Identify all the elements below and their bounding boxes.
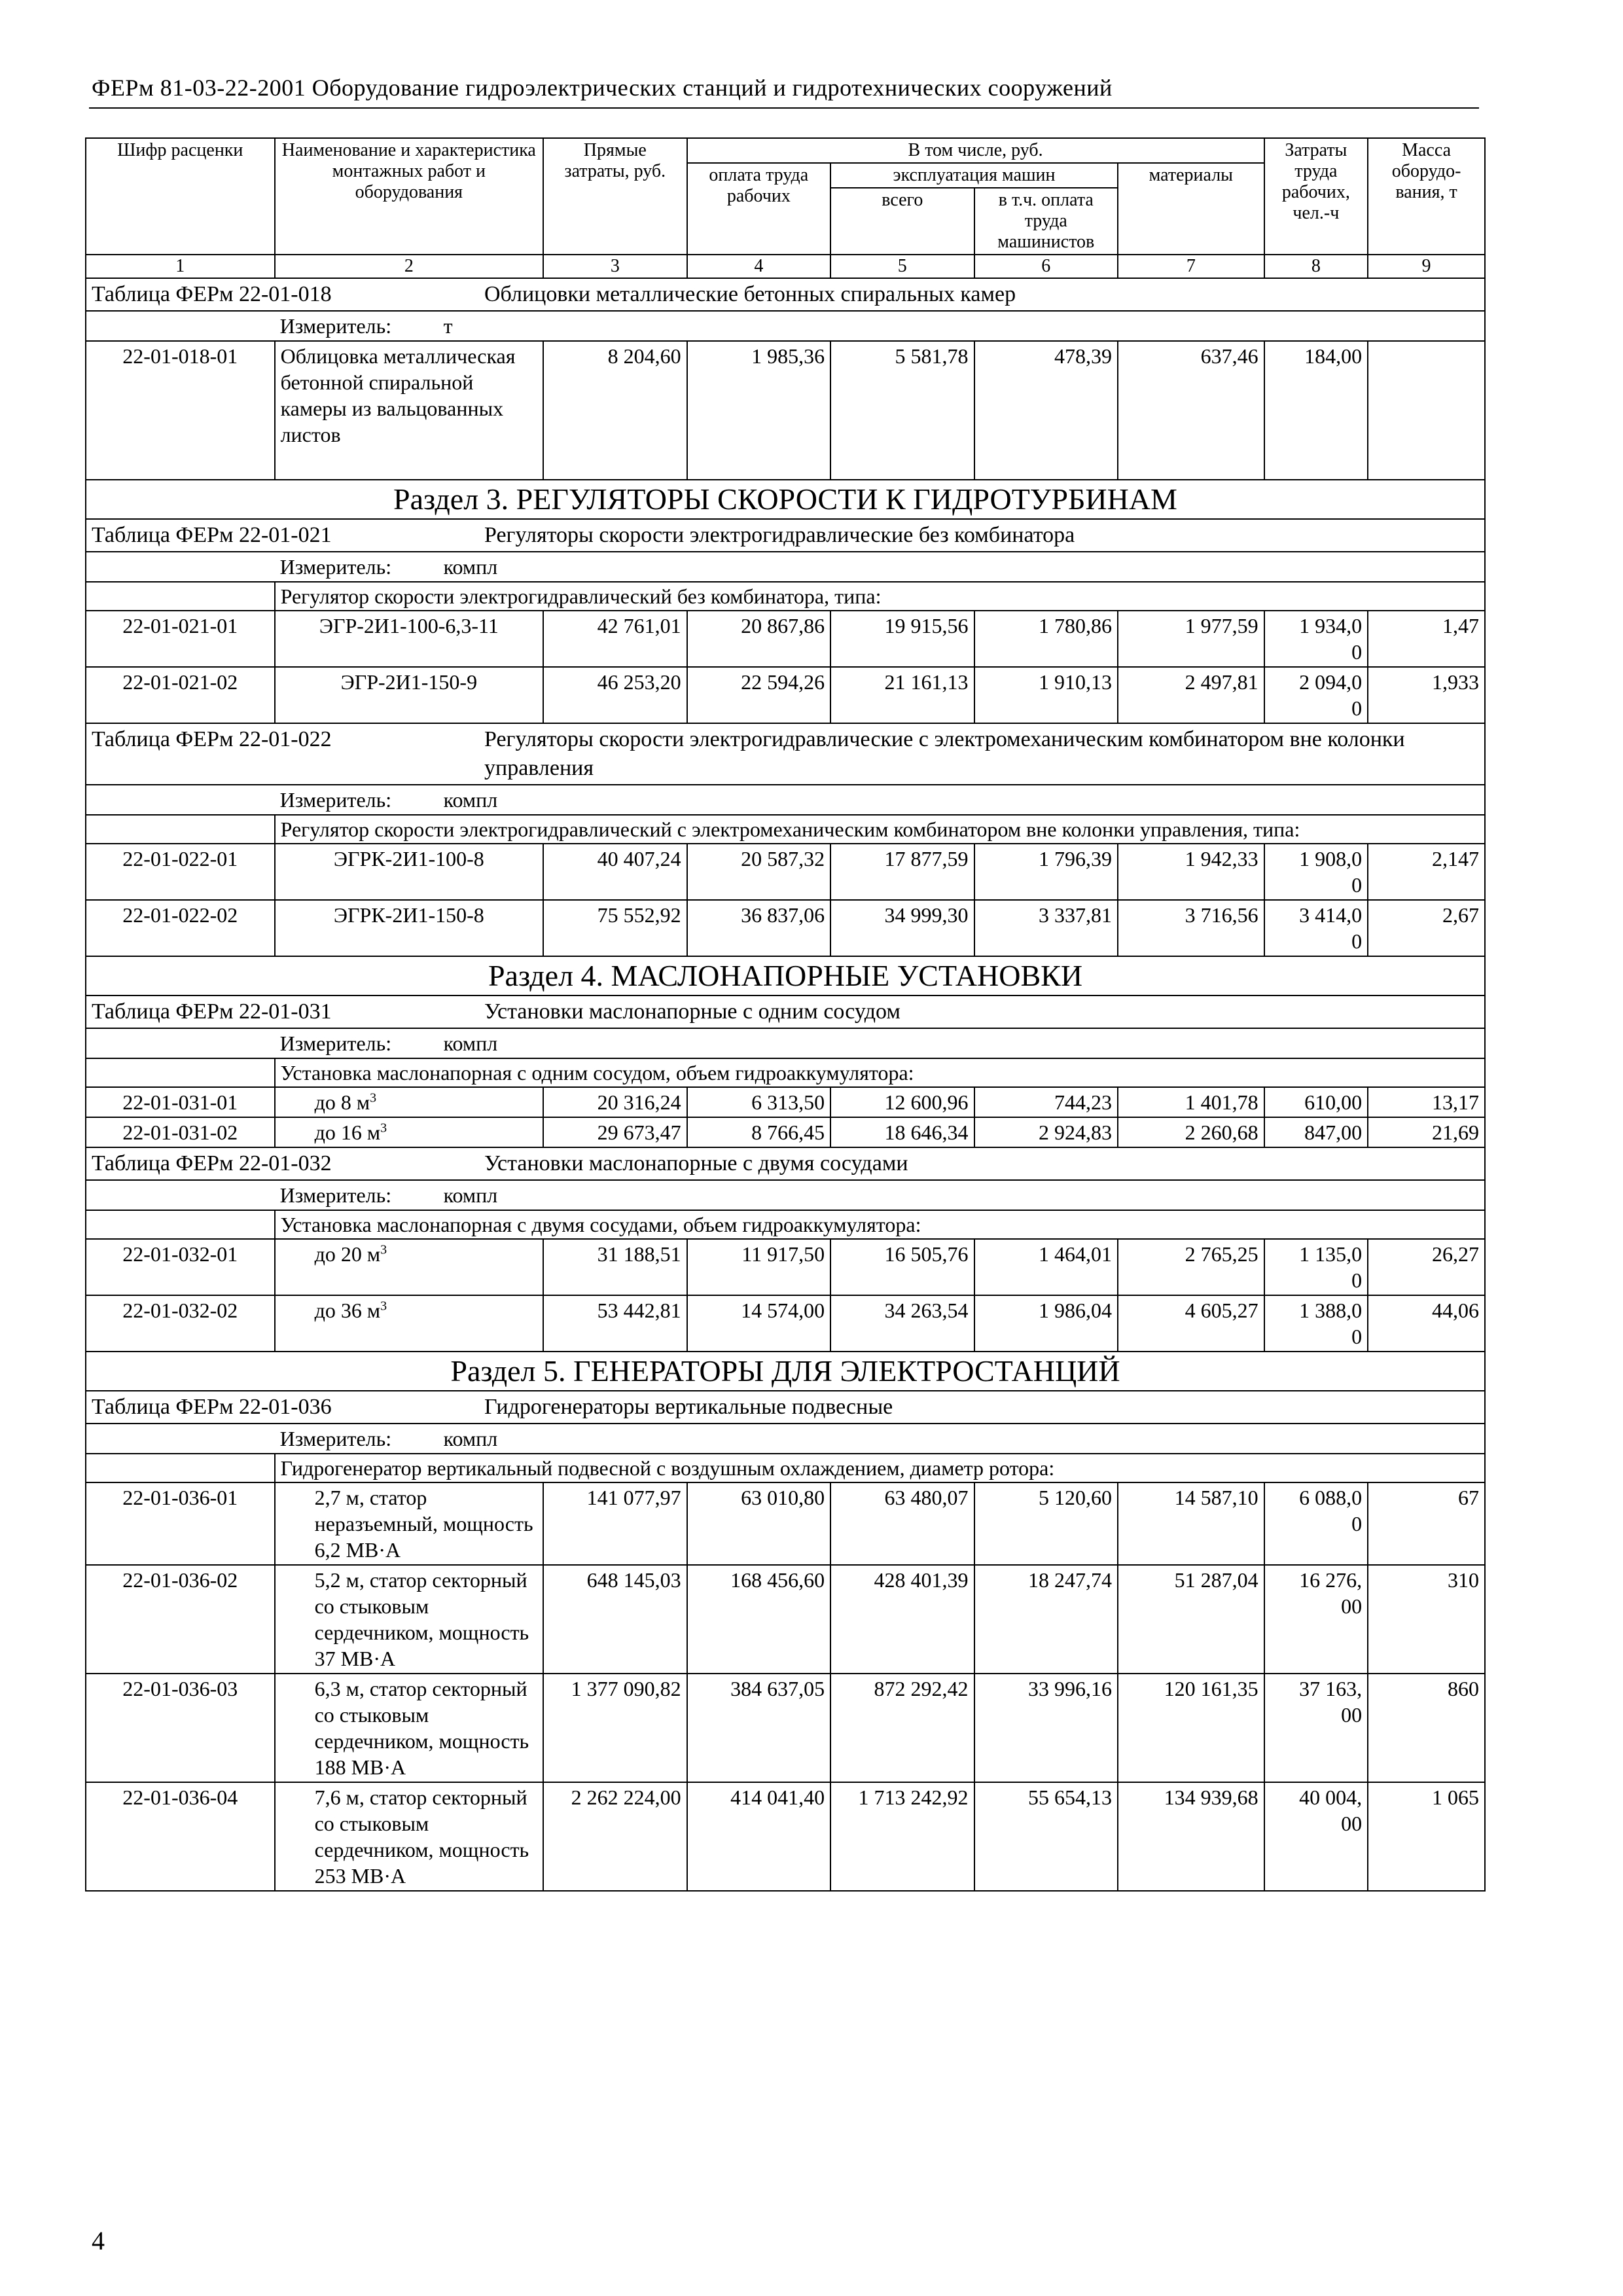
col-header-labor: Затраты труда рабочих, чел.-ч: [1264, 138, 1368, 255]
table-row: [86, 1087, 1485, 1117]
rate-code: 22-01-021-01: [86, 611, 275, 667]
measure-label: Измеритель:: [279, 788, 392, 812]
machines-total: 872 292,42: [830, 1674, 974, 1782]
machinists-wages: 5 120,60: [974, 1482, 1118, 1565]
mass: 2,147: [1368, 844, 1485, 900]
table-header-row-1: [86, 138, 1485, 163]
measure-label: Измеритель:: [279, 1183, 392, 1207]
table-title: Регуляторы скорости электрогидравлические с электромеханическим комбинатором вне колонки управления: [484, 727, 1405, 780]
rate-name: Облицовка металлическая бетонной спиральной камеры из вальцованных листов: [275, 341, 544, 480]
labor-hours: 184,00: [1264, 341, 1368, 480]
table-row: [86, 341, 1485, 480]
measure-row: [86, 1424, 1485, 1454]
cubic-superscript: 3: [380, 1299, 387, 1314]
labor-hours: [1264, 1239, 1368, 1295]
wages: 11 917,50: [687, 1239, 830, 1295]
rate-name: [275, 1117, 544, 1147]
labor-hours-line-2: 0: [1351, 1268, 1363, 1292]
machinists-wages: 744,23: [974, 1087, 1118, 1117]
measure-unit: компл: [443, 1183, 498, 1207]
table-title-row: [86, 519, 1485, 552]
labor-hours: 610,00: [1264, 1087, 1368, 1117]
col-header-code: Шифр расценки: [86, 138, 275, 255]
materials: 1 977,59: [1118, 611, 1264, 667]
direct-costs: 31 188,51: [543, 1239, 687, 1295]
col-header-direct-costs: Прямые затраты, руб.: [543, 138, 687, 255]
rate-code: 22-01-031-01: [86, 1087, 275, 1117]
machinists-wages: 1 796,39: [974, 844, 1118, 900]
machines-total: 21 161,13: [830, 667, 974, 723]
direct-costs: 2 262 224,00: [543, 1782, 687, 1891]
rate-name: ЭГРК-2И1-100-8: [275, 844, 544, 900]
table-row: [86, 900, 1485, 956]
col-number: 9: [1368, 255, 1485, 278]
machinists-wages: 478,39: [974, 341, 1118, 480]
materials: 1 942,33: [1118, 844, 1264, 900]
measure-label: Измеритель:: [279, 555, 392, 579]
section-title: Раздел 3. РЕГУЛЯТОРЫ СКОРОСТИ К ГИДРОТУРБИНАМ: [86, 480, 1485, 519]
measure-unit: компл: [443, 1031, 498, 1055]
labor-hours-line-2: 0: [1351, 640, 1363, 664]
rate-code: 22-01-021-02: [86, 667, 275, 723]
rate-name: ЭГР-2И1-150-9: [275, 667, 544, 723]
measure-row: [86, 552, 1485, 582]
col-header-including: В том числе, руб.: [687, 138, 1264, 163]
labor-hours-line-2: 00: [1341, 1594, 1363, 1618]
machines-total: 17 877,59: [830, 844, 974, 900]
machinists-wages: 55 654,13: [974, 1782, 1118, 1891]
table-row: [86, 844, 1485, 900]
table-title-row: [86, 278, 1485, 311]
machinists-wages: 3 337,81: [974, 900, 1118, 956]
page-number: 4: [92, 2226, 105, 2255]
mass: 26,27: [1368, 1239, 1485, 1295]
col-header-name: Наименование и характеристика монтажных работ и оборудования: [275, 138, 544, 255]
materials: 2 765,25: [1118, 1239, 1264, 1295]
labor-hours-line-1: 3 414,0: [1299, 903, 1363, 927]
page-header-title: ФЕРм 81-03-22-2001 Оборудование гидроэлектрических станций и гидротехнических сооружений: [92, 75, 1113, 101]
materials: 134 939,68: [1118, 1782, 1264, 1891]
rate-name: ЭГР-2И1-100-6,3-11: [275, 611, 544, 667]
machines-total: 34 263,54: [830, 1295, 974, 1352]
machines-total: 5 581,78: [830, 341, 974, 480]
table-row: [86, 1117, 1485, 1147]
labor-hours: [1264, 844, 1368, 900]
mass: 2,67: [1368, 900, 1485, 956]
table-row: [86, 611, 1485, 667]
measure-unit: компл: [443, 1427, 498, 1450]
labor-hours-line-1: 2 094,0: [1299, 670, 1363, 694]
mass: [1368, 341, 1485, 480]
measure-row: [86, 1028, 1485, 1058]
group-description: Установка маслонапорная с одним сосудом, объем гидроаккумулятора:: [275, 1058, 1485, 1087]
direct-costs: 648 145,03: [543, 1565, 687, 1674]
col-number: 5: [830, 255, 974, 278]
machinists-wages: 1 780,86: [974, 611, 1118, 667]
labor-hours-line-2: 0: [1351, 873, 1363, 897]
table-row: [86, 1295, 1485, 1352]
col-header-mass: Масса оборудо-вания, т: [1368, 138, 1485, 255]
table-code: Таблица ФЕРм 22-01-031: [92, 999, 332, 1024]
labor-hours-line-1: 40 004,: [1299, 1785, 1363, 1809]
rate-name-text: до 16 м: [314, 1121, 381, 1144]
col-number: 8: [1264, 255, 1368, 278]
measure-unit: т: [443, 314, 453, 338]
rate-name: [275, 1239, 544, 1295]
table-title: Гидрогенераторы вертикальные подвесные: [484, 1395, 893, 1419]
mass: 1 065: [1368, 1782, 1485, 1891]
rates-table: [85, 137, 1486, 1892]
machinists-wages: 2 924,83: [974, 1117, 1118, 1147]
rate-name: 7,6 м, статор секторный со стыковым сердечником, мощность 253 МВ·А: [275, 1782, 544, 1891]
machines-total: 34 999,30: [830, 900, 974, 956]
section-title: Раздел 5. ГЕНЕРАТОРЫ ДЛЯ ЭЛЕКТРОСТАНЦИЙ: [86, 1352, 1485, 1391]
machines-total: 18 646,34: [830, 1117, 974, 1147]
direct-costs: 75 552,92: [543, 900, 687, 956]
rate-code: 22-01-036-04: [86, 1782, 275, 1891]
wages: 36 837,06: [687, 900, 830, 956]
measure-unit: компл: [443, 788, 498, 812]
rate-code: 22-01-031-02: [86, 1117, 275, 1147]
column-numbers-row: [86, 255, 1485, 278]
machines-total: 16 505,76: [830, 1239, 974, 1295]
labor-hours-line-1: 1 388,0: [1299, 1299, 1363, 1322]
direct-costs: 20 316,24: [543, 1087, 687, 1117]
wages: 168 456,60: [687, 1565, 830, 1674]
labor-hours: [1264, 900, 1368, 956]
labor-hours-line-1: 1 135,0: [1299, 1242, 1363, 1266]
materials: 51 287,04: [1118, 1565, 1264, 1674]
measure-unit: компл: [443, 555, 498, 579]
direct-costs: 46 253,20: [543, 667, 687, 723]
measure-label: Измеритель:: [279, 1427, 392, 1450]
labor-hours: [1264, 611, 1368, 667]
col-number: 6: [974, 255, 1118, 278]
cubic-superscript: 3: [370, 1090, 377, 1105]
description-row: [86, 1058, 1485, 1087]
direct-costs: 8 204,60: [543, 341, 687, 480]
col-header-machines-total: всего: [830, 188, 974, 255]
mass: 860: [1368, 1674, 1485, 1782]
wages: 1 985,36: [687, 341, 830, 480]
labor-hours: 847,00: [1264, 1117, 1368, 1147]
cubic-superscript: 3: [380, 1242, 387, 1257]
machinists-wages: 1 986,04: [974, 1295, 1118, 1352]
rate-code: 22-01-022-02: [86, 900, 275, 956]
table-title-row: [86, 723, 1485, 785]
table-title-row: [86, 1391, 1485, 1424]
table-title: Установки маслонапорные с двумя сосудами: [484, 1151, 908, 1175]
labor-hours: [1264, 1295, 1368, 1352]
table-code: Таблица ФЕРм 22-01-032: [92, 1151, 332, 1175]
col-number: 3: [543, 255, 687, 278]
wages: 8 766,45: [687, 1117, 830, 1147]
materials: 1 401,78: [1118, 1087, 1264, 1117]
rate-name: 5,2 м, статор секторный со стыковым сердечником, мощность 37 МВ·А: [275, 1565, 544, 1674]
labor-hours: [1264, 1482, 1368, 1565]
description-row: [86, 1454, 1485, 1482]
rate-name: 2,7 м, статор неразъемный, мощность 6,2 МВ·А: [275, 1482, 544, 1565]
direct-costs: 29 673,47: [543, 1117, 687, 1147]
direct-costs: 141 077,97: [543, 1482, 687, 1565]
labor-hours: [1264, 1565, 1368, 1674]
group-description: Установка маслонапорная с двумя сосудами, объем гидроаккумулятора:: [275, 1210, 1485, 1239]
mass: 21,69: [1368, 1117, 1485, 1147]
mass: 13,17: [1368, 1087, 1485, 1117]
col-header-wages: оплата труда рабочих: [687, 163, 830, 255]
table-title-row: [86, 1147, 1485, 1180]
wages: 63 010,80: [687, 1482, 830, 1565]
labor-hours-line-2: 00: [1341, 1812, 1363, 1835]
direct-costs: 1 377 090,82: [543, 1674, 687, 1782]
col-header-materials: материалы: [1118, 163, 1264, 255]
header-rule: [89, 107, 1479, 109]
rate-name-text: до 20 м: [314, 1242, 381, 1266]
rate-name: [275, 1087, 544, 1117]
rate-name: ЭГРК-2И1-150-8: [275, 900, 544, 956]
labor-hours-line-1: 6 088,0: [1299, 1486, 1363, 1509]
mass: 44,06: [1368, 1295, 1485, 1352]
materials: 4 605,27: [1118, 1295, 1264, 1352]
direct-costs: 53 442,81: [543, 1295, 687, 1352]
table-title-row: [86, 996, 1485, 1028]
wages: 414 041,40: [687, 1782, 830, 1891]
machinists-wages: 1 464,01: [974, 1239, 1118, 1295]
labor-hours-line-2: 0: [1351, 1325, 1363, 1348]
rate-code: 22-01-032-02: [86, 1295, 275, 1352]
measure-row: [86, 311, 1485, 341]
wages: 6 313,50: [687, 1087, 830, 1117]
rate-name: 6,3 м, статор секторный со стыковым сердечником, мощность 188 МВ·А: [275, 1674, 544, 1782]
group-description: Регулятор скорости электрогидравлический с электромеханическим комбинатором вне колонки управления, типа:: [275, 815, 1485, 844]
description-row: [86, 1210, 1485, 1239]
labor-hours: [1264, 1782, 1368, 1891]
rate-code: 22-01-018-01: [86, 341, 275, 480]
labor-hours: [1264, 1674, 1368, 1782]
measure-label: Измеритель:: [279, 314, 392, 338]
table-code: Таблица ФЕРм 22-01-036: [92, 1395, 332, 1419]
col-header-machines: эксплуатация машин: [830, 163, 1118, 188]
wages: 14 574,00: [687, 1295, 830, 1352]
section-row: [86, 956, 1485, 996]
machinists-wages: 1 910,13: [974, 667, 1118, 723]
group-description: Регулятор скорости электрогидравлический без комбинатора, типа:: [275, 582, 1485, 611]
mass: 1,933: [1368, 667, 1485, 723]
machines-total: 63 480,07: [830, 1482, 974, 1565]
labor-hours: [1264, 667, 1368, 723]
wages: 20 867,86: [687, 611, 830, 667]
materials: 637,46: [1118, 341, 1264, 480]
description-row: [86, 582, 1485, 611]
mass: 1,47: [1368, 611, 1485, 667]
rate-name-text: до 8 м: [314, 1090, 370, 1114]
rate-code: 22-01-036-01: [86, 1482, 275, 1565]
machines-total: 19 915,56: [830, 611, 974, 667]
materials: 2 260,68: [1118, 1117, 1264, 1147]
mass: 67: [1368, 1482, 1485, 1565]
materials: 2 497,81: [1118, 667, 1264, 723]
section-title: Раздел 4. МАСЛОНАПОРНЫЕ УСТАНОВКИ: [86, 956, 1485, 996]
table-title: Облицовки металлические бетонных спиральных камер: [484, 282, 1016, 306]
table-row: [86, 1565, 1485, 1674]
labor-hours-line-2: 0: [1351, 929, 1363, 953]
labor-hours-line-1: 37 163,: [1299, 1677, 1363, 1700]
table-row: [86, 1482, 1485, 1565]
mass: 310: [1368, 1565, 1485, 1674]
rate-code: 22-01-036-03: [86, 1674, 275, 1782]
rate-code: 22-01-036-02: [86, 1565, 275, 1674]
table-code: Таблица ФЕРм 22-01-018: [92, 282, 332, 306]
measure-label: Измеритель:: [279, 1031, 392, 1055]
col-header-machinists-wages: в т.ч. оплата труда машинистов: [974, 188, 1118, 255]
rate-name-text: до 36 м: [314, 1299, 381, 1322]
section-row: [86, 1352, 1485, 1391]
machines-total: 1 713 242,92: [830, 1782, 974, 1891]
labor-hours-line-1: 1 934,0: [1299, 614, 1363, 637]
description-row: [86, 815, 1485, 844]
col-number: 7: [1118, 255, 1264, 278]
rate-code: 22-01-022-01: [86, 844, 275, 900]
group-description: Гидрогенератор вертикальный подвесной с воздушным охлаждением, диаметр ротора:: [275, 1454, 1485, 1482]
wages: 20 587,32: [687, 844, 830, 900]
wages: 22 594,26: [687, 667, 830, 723]
materials: 120 161,35: [1118, 1674, 1264, 1782]
labor-hours-line-2: 0: [1351, 1512, 1363, 1535]
rate-name: [275, 1295, 544, 1352]
labor-hours-line-2: 0: [1351, 696, 1363, 720]
table-code: Таблица ФЕРм 22-01-022: [92, 727, 332, 751]
machines-total: 12 600,96: [830, 1087, 974, 1117]
machines-total: 428 401,39: [830, 1565, 974, 1674]
direct-costs: 42 761,01: [543, 611, 687, 667]
materials: 3 716,56: [1118, 900, 1264, 956]
machinists-wages: 18 247,74: [974, 1565, 1118, 1674]
rate-code: 22-01-032-01: [86, 1239, 275, 1295]
labor-hours-line-1: 1 908,0: [1299, 847, 1363, 870]
labor-hours-line-1: 16 276,: [1299, 1568, 1363, 1592]
wages: 384 637,05: [687, 1674, 830, 1782]
direct-costs: 40 407,24: [543, 844, 687, 900]
col-number: 4: [687, 255, 830, 278]
cubic-superscript: 3: [380, 1121, 387, 1136]
table-title: Установки маслонапорные с одним сосудом: [484, 999, 901, 1024]
measure-row: [86, 785, 1485, 815]
machinists-wages: 33 996,16: [974, 1674, 1118, 1782]
table-row: [86, 1239, 1485, 1295]
table-title: Регуляторы скорости электрогидравлические без комбинатора: [484, 523, 1075, 547]
table-row: [86, 1782, 1485, 1891]
section-row: [86, 480, 1485, 519]
table-code: Таблица ФЕРм 22-01-021: [92, 523, 332, 547]
table-row: [86, 667, 1485, 723]
col-number: 1: [86, 255, 275, 278]
col-number: 2: [275, 255, 544, 278]
materials: 14 587,10: [1118, 1482, 1264, 1565]
table-row: [86, 1674, 1485, 1782]
measure-row: [86, 1180, 1485, 1210]
labor-hours-line-2: 00: [1341, 1703, 1363, 1727]
